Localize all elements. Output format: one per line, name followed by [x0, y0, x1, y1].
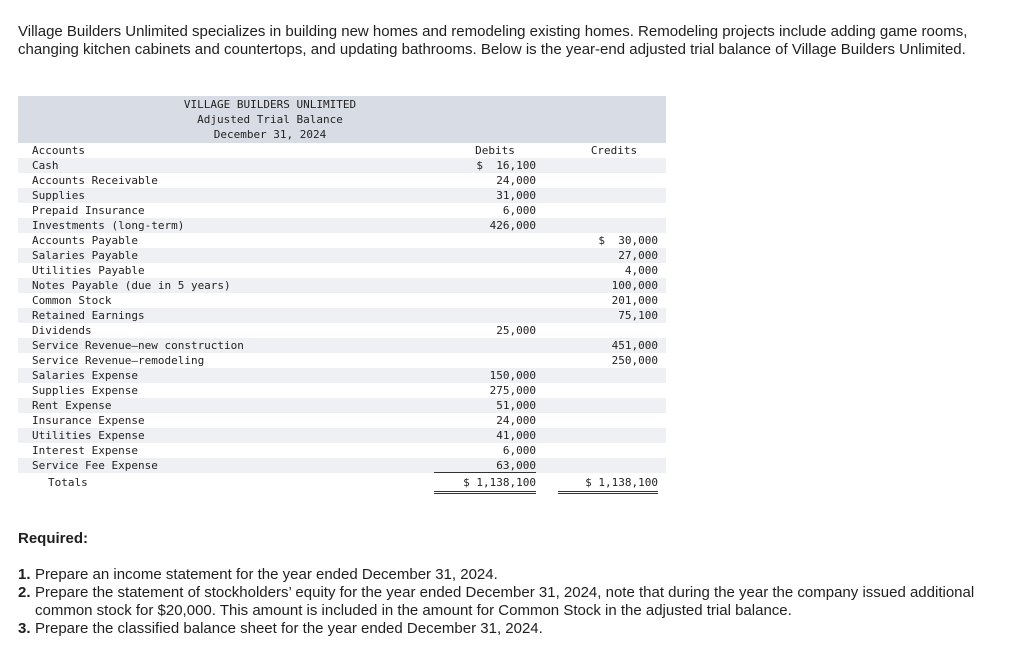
debit-amount: 275,000 — [489, 384, 536, 397]
account-name: Utilities Expense — [32, 429, 145, 442]
account-name: Service Fee Expense — [32, 459, 158, 472]
account-name: Supplies — [32, 189, 85, 202]
table-row — [18, 218, 666, 233]
table-row — [18, 188, 666, 203]
requirement-text: Prepare the statement of stockholders’ equity for the year ended December 31, 2024, note that during the year the company issued additional common stock for $20,000. This amount is included in the amount for Common Stock in the adjusted trial balance. — [35, 584, 975, 619]
statement-date: December 31, 2024 — [213, 128, 327, 141]
account-rows — [18, 158, 666, 473]
debit-amount: 41,000 — [496, 429, 536, 442]
debit-amount: 6,000 — [502, 204, 536, 217]
requirement-number: 2. — [18, 584, 31, 601]
account-name: Interest Expense — [32, 444, 138, 457]
debit-amount: $ 16,100 — [476, 159, 536, 172]
table-row — [18, 203, 666, 218]
table-row — [18, 413, 666, 428]
debit-amount: 31,000 — [496, 189, 536, 202]
account-name: Prepaid Insurance — [32, 204, 145, 217]
debit-amount: 24,000 — [496, 414, 536, 427]
table-row — [18, 368, 666, 383]
required-heading: Required: — [18, 530, 89, 547]
debit-amount: 51,000 — [496, 399, 536, 412]
company-name: VILLAGE BUILDERS UNLIMITED — [183, 98, 357, 111]
debit-amount: 6,000 — [502, 444, 536, 457]
table-header — [18, 96, 666, 143]
debits-column-header: Debits — [475, 144, 515, 157]
account-name: Retained Earnings — [32, 309, 145, 322]
account-name: Service Revenue—remodeling — [32, 354, 205, 367]
credit-amount: 201,000 — [611, 294, 658, 307]
requirement-number: 3. — [18, 620, 31, 637]
accounts-column-header: Accounts — [32, 144, 85, 157]
credit-amount: $ 30,000 — [598, 234, 658, 247]
account-name: Salaries Payable — [32, 249, 138, 262]
table-row — [18, 353, 666, 368]
statement-title: Adjusted Trial Balance — [197, 113, 343, 126]
account-name: Notes Payable (due in 5 years) — [32, 279, 231, 292]
table-row — [18, 293, 666, 308]
debit-amount: 25,000 — [496, 324, 536, 337]
intro-paragraph: Village Builders Unlimited specializes in building new homes and remodeling existing homes. Remodeling projects include adding game rooms, changing kitchen cabinets and countertops, and updating bathrooms. Below is the year-end adjusted trial balance of Village Builders Unlimited. — [18, 23, 968, 58]
account-name: Common Stock — [32, 294, 112, 307]
requirement-text: Prepare the classified balance sheet for the year ended December 31, 2024. — [35, 620, 543, 637]
debit-amount: 150,000 — [489, 369, 536, 382]
table-row — [18, 278, 666, 293]
table-row — [18, 443, 666, 458]
account-name: Dividends — [32, 324, 92, 337]
table-row — [18, 323, 666, 338]
credit-amount: 250,000 — [611, 354, 658, 367]
totals-debit: $ 1,138,100 — [434, 473, 536, 494]
credit-amount: 27,000 — [618, 249, 658, 262]
table-row — [18, 428, 666, 443]
credits-column-header: Credits — [590, 144, 638, 157]
account-name: Cash — [32, 159, 59, 172]
account-name: Accounts Receivable — [32, 174, 158, 187]
table-row — [18, 308, 666, 323]
account-name: Insurance Expense — [32, 414, 145, 427]
account-name: Accounts Payable — [32, 234, 138, 247]
credit-amount: 100,000 — [611, 279, 658, 292]
table-row — [18, 398, 666, 413]
debit-amount: 63,000 — [434, 458, 536, 473]
table-row — [18, 338, 666, 353]
totals-label: Totals — [48, 476, 88, 489]
table-row — [18, 458, 666, 473]
requirement-text: Prepare an income statement for the year ended December 31, 2024. — [35, 566, 498, 583]
requirement-1 — [18, 566, 1018, 584]
column-header-row — [18, 143, 666, 158]
debit-amount: 426,000 — [489, 219, 536, 232]
table-row — [18, 383, 666, 398]
table-row — [18, 173, 666, 188]
account-name: Salaries Expense — [32, 369, 138, 382]
account-name: Rent Expense — [32, 399, 112, 412]
requirement-2 — [18, 584, 1018, 620]
account-name: Service Revenue—new construction — [32, 339, 244, 352]
account-name: Supplies Expense — [32, 384, 138, 397]
table-row — [18, 263, 666, 278]
debit-amount: 24,000 — [496, 174, 536, 187]
credit-amount: 4,000 — [624, 264, 658, 277]
totals-credit: $ 1,138,100 — [558, 473, 658, 494]
table-row — [18, 233, 666, 248]
requirement-number: 1. — [18, 566, 31, 583]
table-row — [18, 248, 666, 263]
credit-amount: 75,100 — [618, 309, 658, 322]
account-name: Utilities Payable — [32, 264, 145, 277]
requirement-3 — [18, 620, 1018, 638]
trial-balance-table — [18, 96, 666, 493]
requirements-list — [18, 566, 1018, 638]
credit-amount: 451,000 — [611, 339, 658, 352]
account-name: Investments (long-term) — [32, 219, 185, 232]
table-row — [18, 158, 666, 173]
totals-row — [18, 473, 666, 493]
